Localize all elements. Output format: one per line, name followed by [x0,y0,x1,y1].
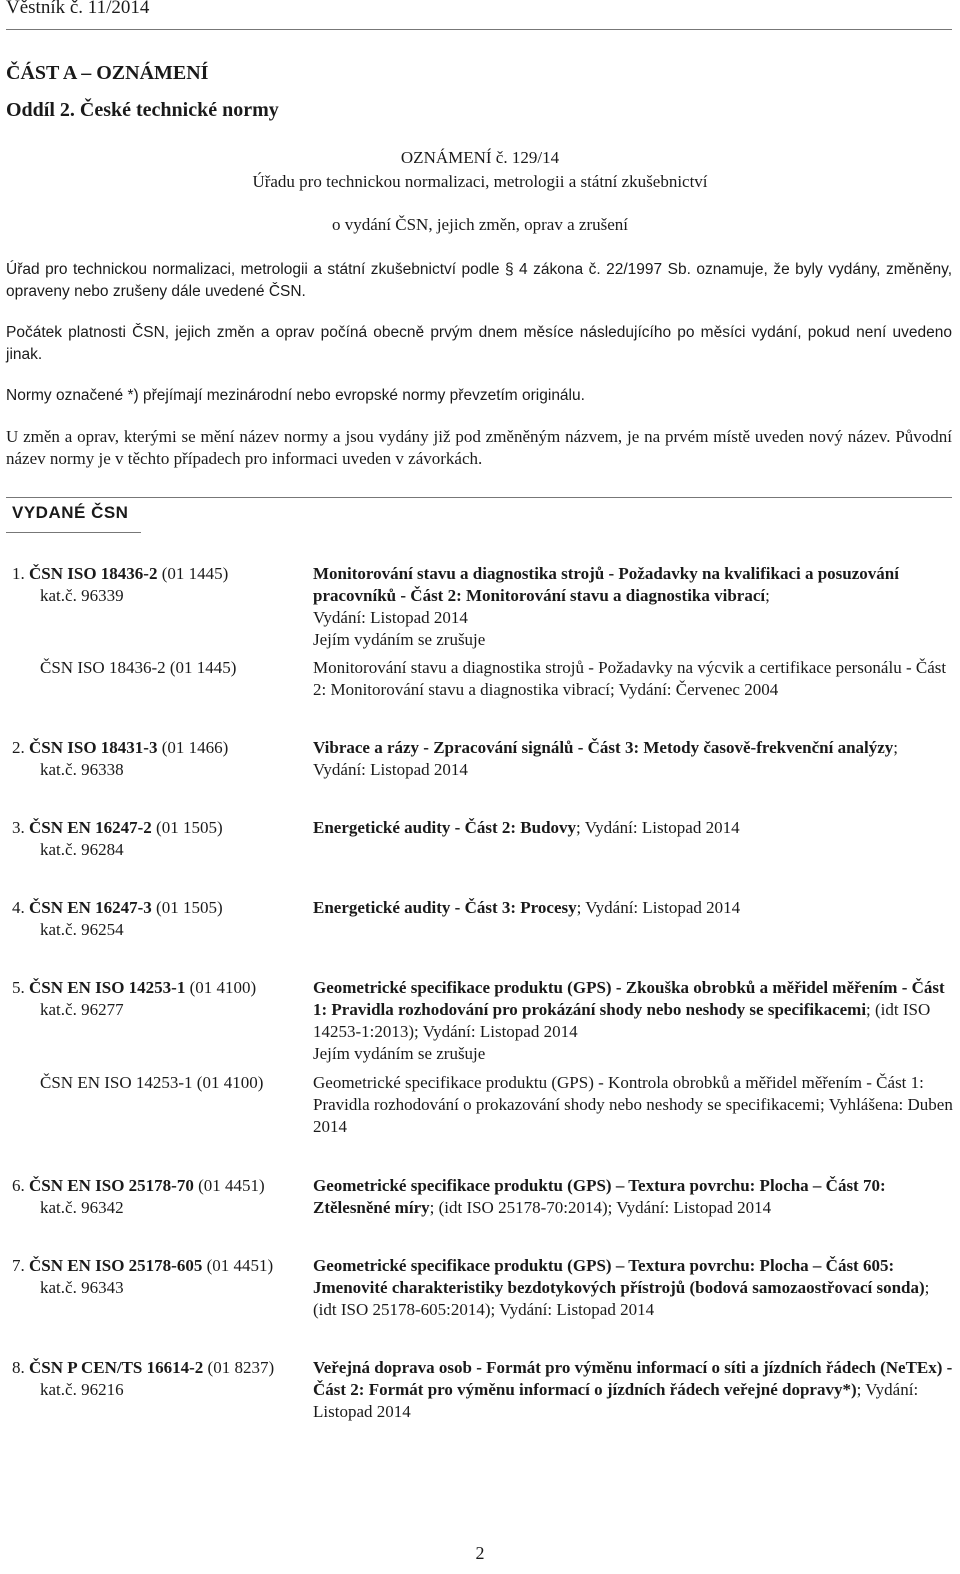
entry-1-code: 1. ČSN ISO 18436-2 (01 1445) kat.č. 96339 [12,563,302,607]
entry-8-catalog: kat.č. 96216 [40,1380,124,1399]
entry-5-catalog: kat.č. 96277 [40,1000,124,1019]
section-heading: Oddíl 2. České technické normy [6,99,279,121]
entry-1-old-title: Monitorování stavu a diagnostika strojů - Požadavky na výcvik a certifikace personálu - Část 2: Monitorování stavu a diagnostika vibrací; Vydání: Červenec 2004 [313,658,947,699]
entry-5-old-code: ČSN EN ISO 14253-1 (01 4100) [40,1073,264,1092]
entry-3-catalog: kat.č. 96284 [40,840,124,859]
entry-7-catalog: kat.č. 96343 [40,1278,124,1297]
validity-paragraph: Počátek platnosti ČSN, jejich změn a oprav počíná obecně prvým dnem měsíce následujícího po měsíci vydání, pokud není uvedeno jinak. [6,324,952,363]
entry-5-note: Jejím vydáním se zrušuje [313,1044,486,1063]
notice-title: OZNÁMENÍ č. 129/14 [400,148,560,167]
entry-5-old-title: Geometrické specifikace produktu (GPS) - Kontrola obrobků a měřidel měřením - Část 1: Pravidla rozhodování o prokazování shody nebo neshody se specifikacemi; Vyhlášena: Duben 2014 [313,1073,953,1136]
part-heading: ČÁST A – OZNÁMENÍ [6,62,209,84]
header-rule [6,29,952,30]
entry-7-code: 7. ČSN EN ISO 25178-605 (01 4451) kat.č. 96343 [12,1255,302,1299]
entry-6-code: 6. ČSN EN ISO 25178-70 (01 4451) kat.č. 96342 [12,1175,302,1219]
entry-1-catalog: kat.č. 96339 [40,586,124,605]
entry-7-title: Geometrické specifikace produktu (GPS) – Textura povrchu: Plocha – Část 605: Jmenovité charakteristiky bezdotykových přístrojů (bodová samozaostřovací sonda); (idt ISO 25178-605:2014); Vydání: Listopad 2014 [313,1256,930,1319]
notice-issuer: Úřadu pro technickou normalizaci, metrologii a státní zkušebnictví [252,172,708,191]
entry-4-catalog: kat.č. 96254 [40,920,124,939]
entry-8-title: Veřejná doprava osob - Formát pro výměnu informací o síti a jízdních řádech (NeTEx) - Část 2: Formát pro výměnu informací o jízdních řádech veřejné dopravy*); Vydání: Listopad 2014 [313,1358,953,1421]
entry-4-title: Energetické audity - Část 3: Procesy; Vydání: Listopad 2014 [313,898,741,917]
entry-2-title: Vibrace a rázy - Zpracování signálů - Část 3: Metody časově-frekvenční analýzy; Vydání: Listopad 2014 [313,738,899,779]
entry-5-title: Geometrické specifikace produktu (GPS) - Zkouška obrobků a měřidel měřením - Část 1: Pravidla rozhodování pro prokázání shody nebo neshody se specifikacemi; (idt ISO 14253-1:2013); Vydání: Listopad 2014 Jejím vydáním se zrušuje [313,978,945,1063]
entry-4-code: 4. ČSN EN 16247-3 (01 1505) kat.č. 96254 [12,897,302,941]
title-change-paragraph: U změn a oprav, kterými se mění název normy a jsou vydány již pod změněným názvem, je na prvém místě uveden nový název. Původní název normy je v těchto případech pro informaci uveden v závorkách. [6,427,952,468]
adoption-paragraph: Normy označené *) přejímají mezinárodní nebo evropské normy převzetím originálu. [6,387,585,404]
entry-6-catalog: kat.č. 96342 [40,1198,124,1217]
entry-3-code: 3. ČSN EN 16247-2 (01 1505) kat.č. 96284 [12,817,302,861]
entry-2-code: 2. ČSN ISO 18431-3 (01 1466) kat.č. 96338 [12,737,302,781]
entry-3-title: Energetické audity - Část 2: Budovy; Vydání: Listopad 2014 [313,818,740,837]
entry-5-code: 5. ČSN EN ISO 14253-1 (01 4100) kat.č. 96277 [12,977,302,1021]
entry-1-note: Jejím vydáním se zrušuje [313,630,486,649]
notice-subject: o vydání ČSN, jejich změn, oprav a zrušení [331,215,628,234]
entry-6-title: Geometrické specifikace produktu (GPS) – Textura povrchu: Plocha – Část 70: Ztělesněné míry; (idt ISO 25178-70:2014); Vydání: Listopad 2014 [313,1176,886,1217]
entry-1-old-code: ČSN ISO 18436-2 (01 1445) [40,658,237,677]
section-underline [6,532,141,533]
entry-2-catalog: kat.č. 96338 [40,760,124,779]
entry-1-issue: Vydání: Listopad 2014 [313,608,468,627]
page-number: 2 [475,1543,485,1563]
intro-paragraph: Úřad pro technickou normalizaci, metrologii a státní zkušebnictví podle § 4 zákona č. 22/1997 Sb. oznamuje, že byly vydány, změněny, opraveny nebo zrušeny dále uvedené ČSN. [6,261,952,300]
issued-standards-heading: VYDANÉ ČSN [12,503,129,522]
section-rule [6,497,952,498]
journal-issue: Věstník č. 11/2014 [6,0,150,18]
entry-1-title: Monitorování stavu a diagnostika strojů - Požadavky na kvalifikaci a posuzování pracovníků - Část 2: Monitorování stavu a diagnostika vibrací; Vydání: Listopad 2014 Jejím vydáním se zrušuje [313,564,899,649]
entry-8-code: 8. ČSN P CEN/TS 16614-2 (01 8237) kat.č. 96216 [12,1357,302,1401]
